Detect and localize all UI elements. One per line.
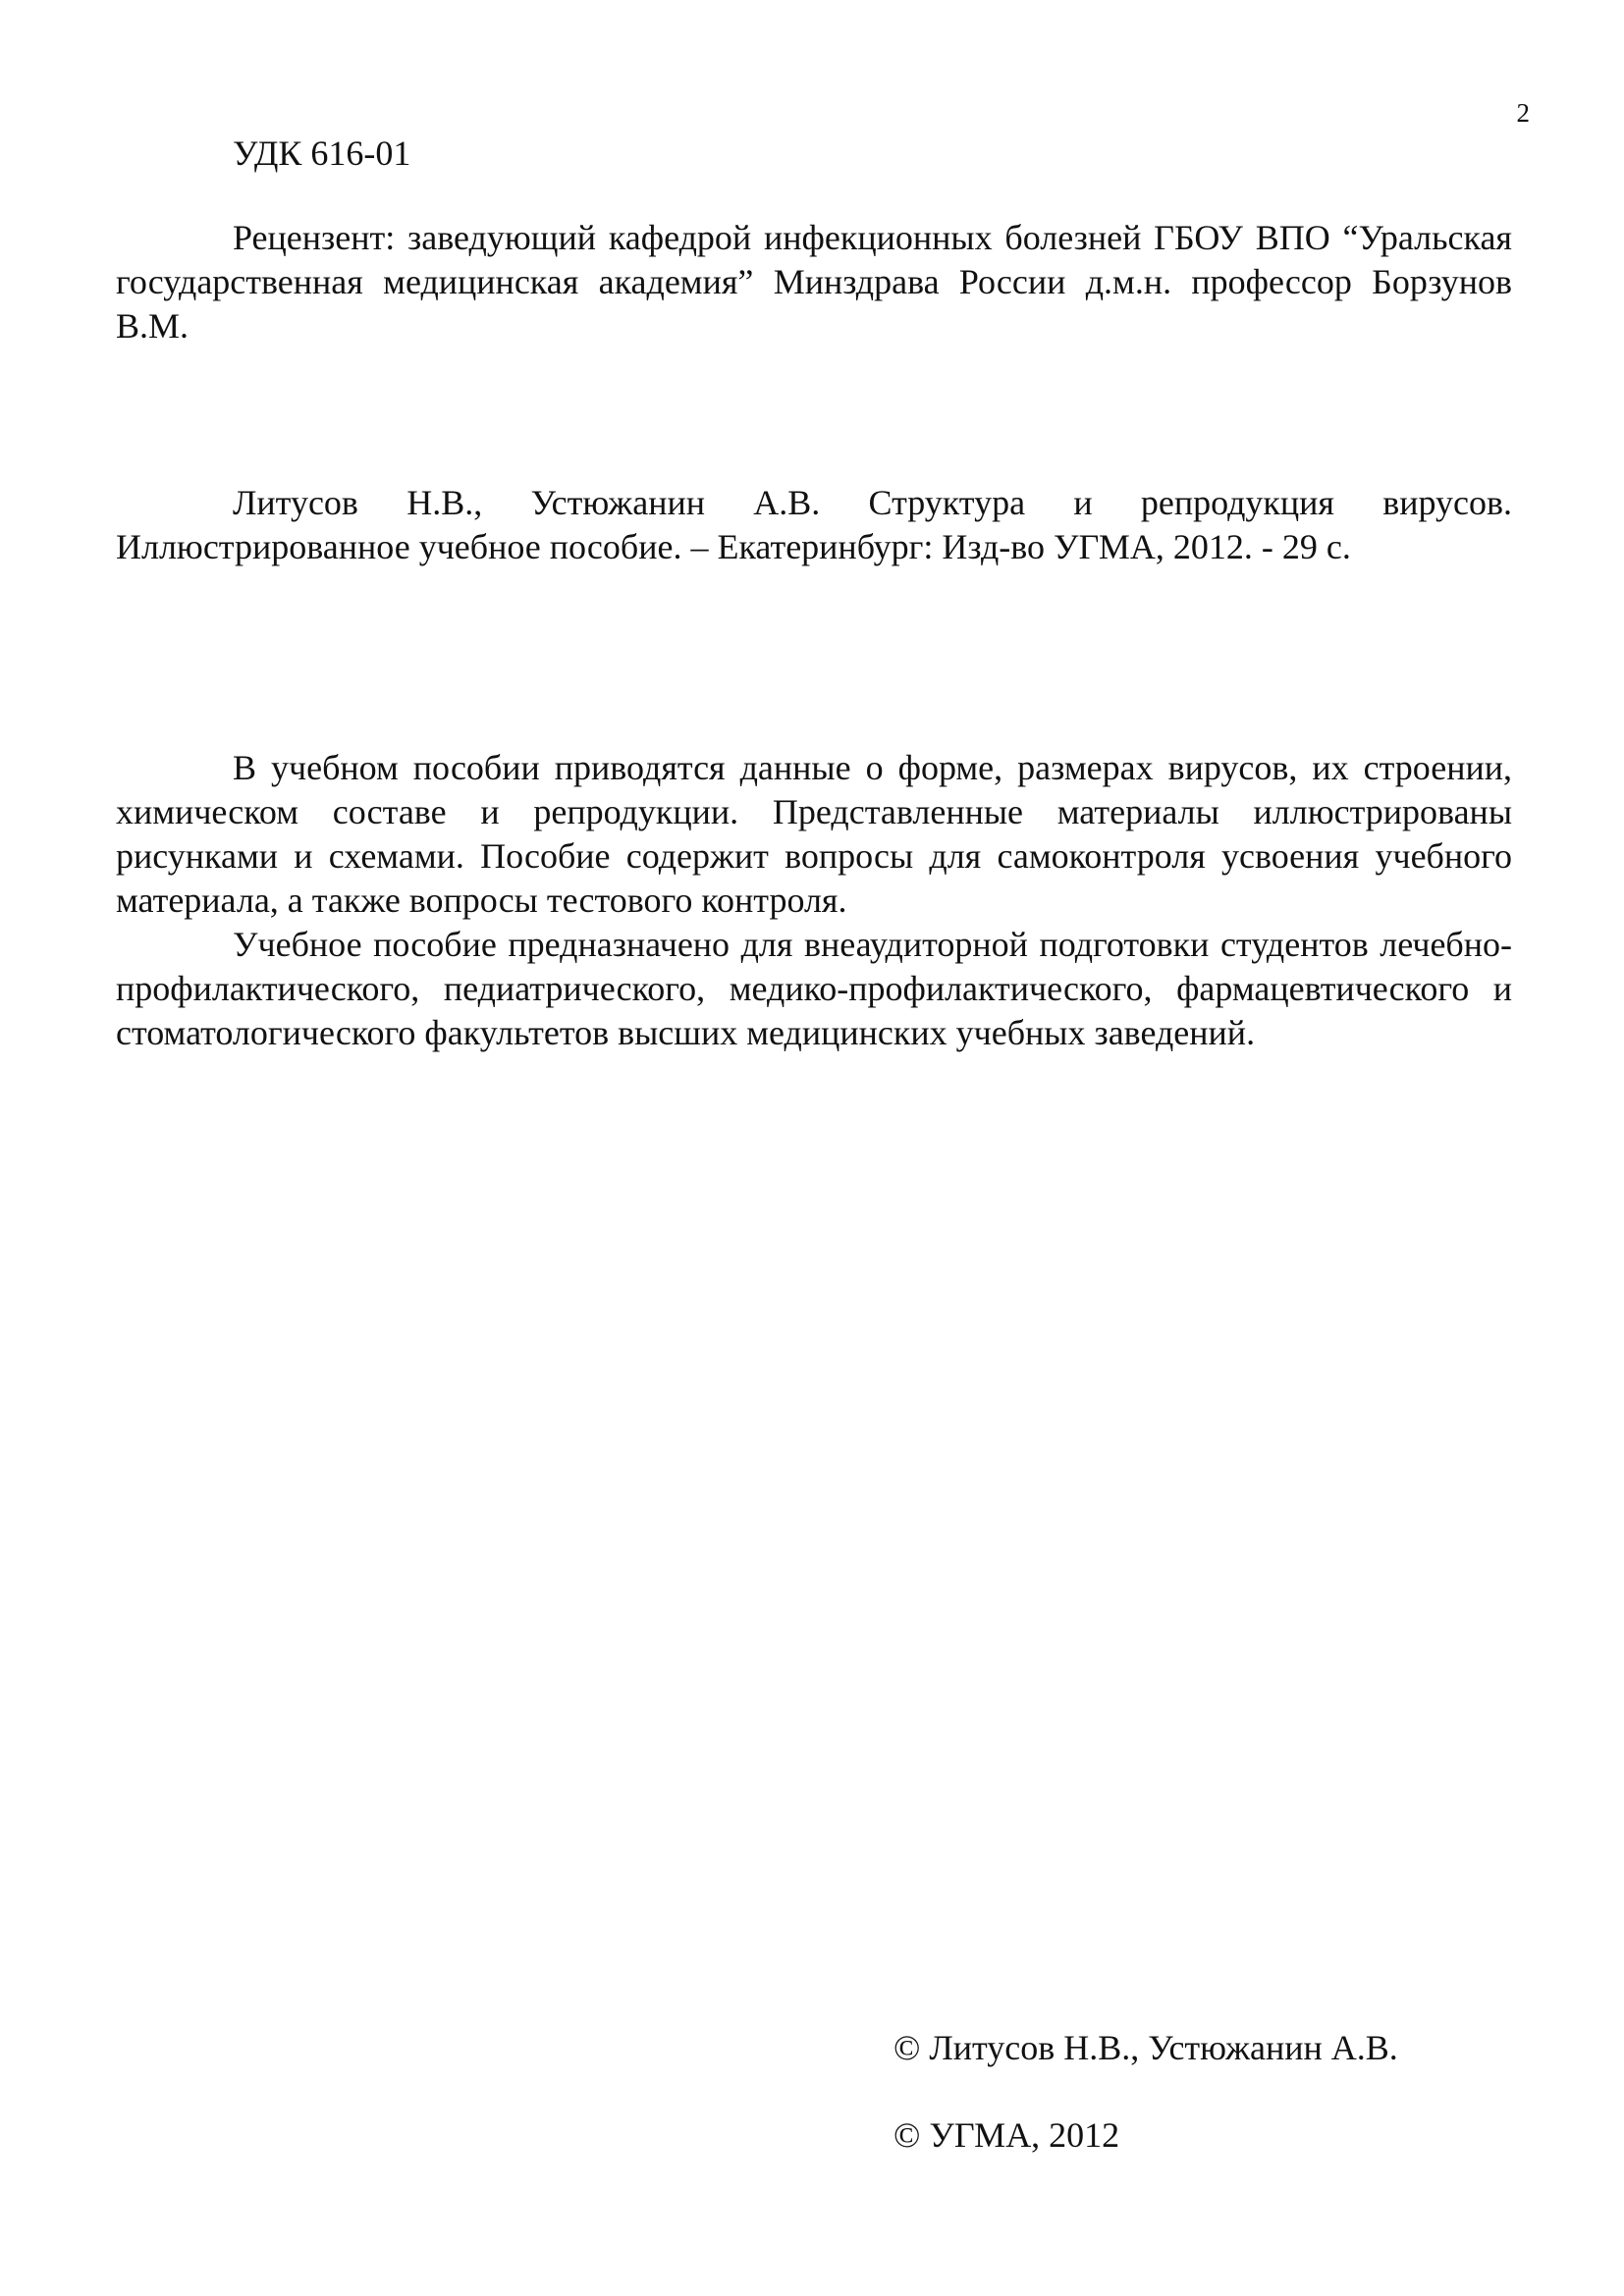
copyright-authors: © Литусов Н.В., Устюжанин А.В. (893, 2028, 1398, 2067)
annotation-paragraph-2: Учебное пособие предназначено для внеаудиторной подготовки студентов лечебно-профилактического, педиатрического, медико-профилактического, фармацевтического и стоматологического факультетов высших медицинских учебных заведений. (116, 925, 1512, 1052)
annotation (116, 746, 1512, 1055)
bibliographic-citation (116, 481, 1512, 569)
page-number: 2 (1516, 98, 1530, 128)
citation-text: Литусов Н.В., Устюжанин А.В. Структура и репродукция вирусов. Иллюстрированное учебное пособие. – Екатеринбург: Изд-во УГМА, 2012. - 29 с. (116, 483, 1512, 566)
reviewer-text: Рецензент: заведующий кафедрой инфекционных болезней ГБОУ ВПО “Уральская государственная медицинская академия” Минздрава России д.м.н. профессор Борзунов В.М. (116, 218, 1512, 346)
reviewer-paragraph (116, 216, 1512, 348)
udk-code: УДК 616-01 (233, 133, 411, 173)
annotation-paragraph-1: В учебном пособии приводятся данные о форме, размерах вирусов, их строении, химическом составе и репродукции. Представленные материалы иллюстрированы рисунками и схемами. Пособие содержит вопросы для самоконтроля усвоения учебного материала, а также вопросы тестового контроля. (116, 748, 1512, 920)
copyright-publisher: © УГМА, 2012 (893, 2115, 1120, 2155)
